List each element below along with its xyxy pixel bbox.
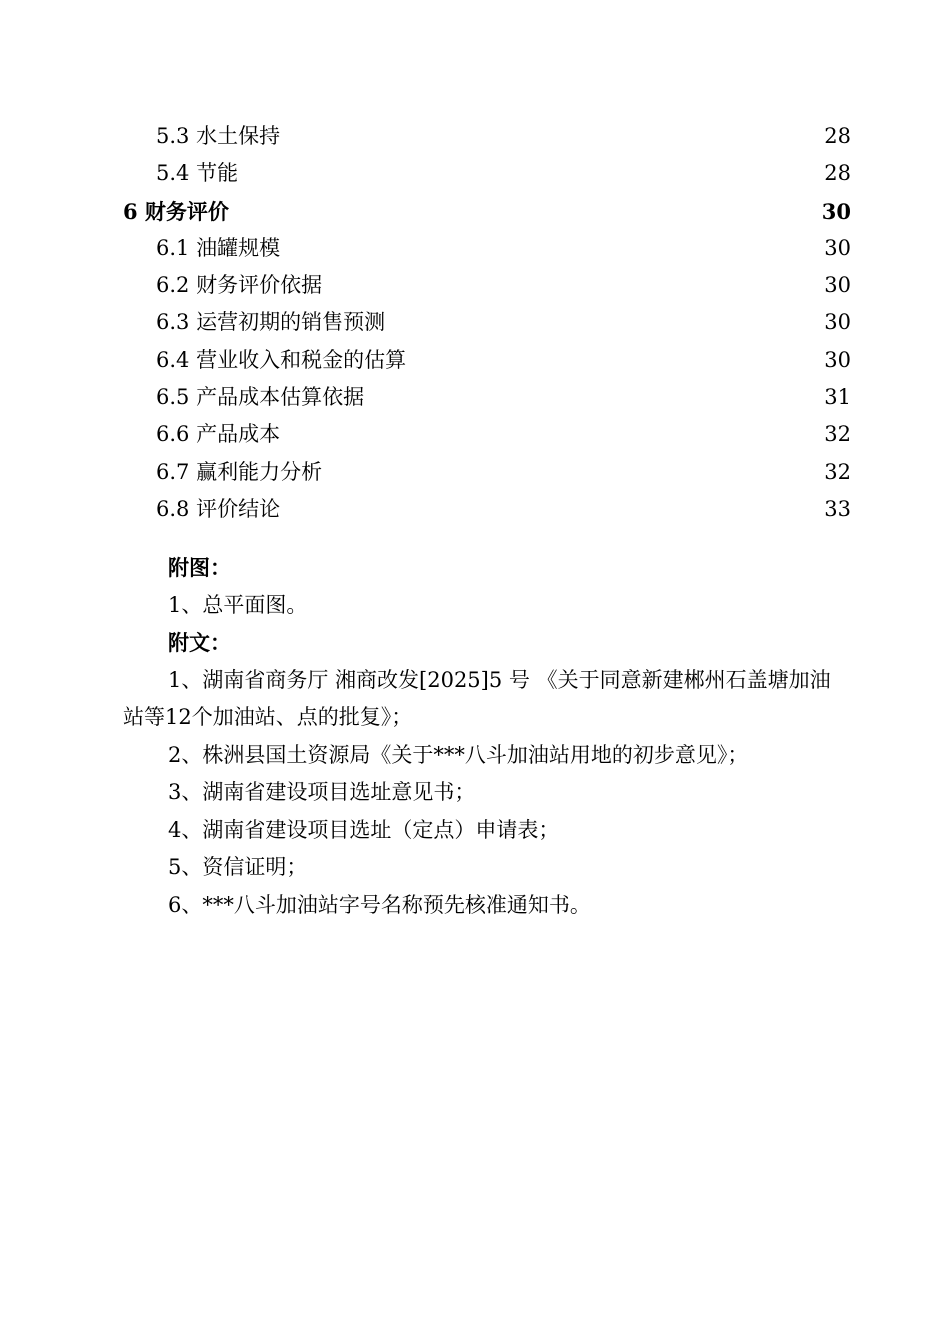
- attached-figure-item: 1、总平面图。: [168, 592, 308, 617]
- attached-document-item: 4、湖南省建设项目选址（定点）申请表；: [168, 817, 560, 842]
- toc-entry-page: 30: [824, 347, 851, 372]
- toc-entry-page: 28: [824, 124, 851, 148]
- toc-entry-title: 5.4 节能: [156, 161, 239, 186]
- toc-entry[interactable]: [123, 491, 851, 528]
- toc-entry-title: 6.6 产品成本: [156, 422, 281, 447]
- toc-entry-title: 6.8 评价结论: [156, 496, 281, 521]
- table-of-contents: [123, 118, 851, 528]
- toc-entry-page: 30: [824, 235, 851, 260]
- toc-entry[interactable]: [123, 155, 851, 192]
- toc-entry[interactable]: [123, 267, 851, 304]
- toc-entry-title: 6.2 财务评价依据: [156, 273, 323, 298]
- toc-entry-title: 6.1 油罐规模: [156, 235, 281, 260]
- toc-entry[interactable]: [123, 454, 851, 491]
- toc-entry-page: 30: [824, 273, 851, 298]
- attached-document-item: 6、***八斗加油站字号名称预先核准通知书。: [168, 892, 591, 917]
- toc-entry-page: 32: [824, 459, 851, 484]
- attached-documents-heading: 附文：: [168, 630, 231, 655]
- toc-entry-page: 32: [824, 422, 851, 447]
- toc-chapter-entry[interactable]: [123, 193, 851, 230]
- toc-entry-title: 6.5 产品成本估算依据: [156, 385, 365, 410]
- toc-entry-page: 28: [824, 161, 851, 186]
- attached-document-item: 3、湖南省建设项目选址意见书；: [168, 780, 476, 804]
- toc-entry-page: 33: [824, 496, 851, 521]
- toc-entry-title: 6.7 赢利能力分析: [156, 459, 323, 484]
- toc-entry-page: 30: [821, 198, 851, 224]
- toc-entry[interactable]: [123, 230, 851, 267]
- toc-entry-title: 6.4 营业收入和税金的估算: [156, 347, 407, 372]
- attached-figures-heading: 附图：: [168, 555, 231, 580]
- toc-entry-page: 30: [824, 310, 851, 335]
- toc-entry[interactable]: [123, 342, 851, 379]
- toc-entry-title: 6 财务评价: [123, 198, 229, 224]
- toc-entry-title: 6.3 运营初期的销售预测: [156, 310, 386, 335]
- attached-document-item: 2、株洲县国土资源局《关于***八斗加油站用地的初步意见》；: [168, 742, 749, 767]
- toc-entry[interactable]: [123, 118, 851, 155]
- toc-entry-title: 5.3 水土保持: [156, 124, 281, 148]
- attached-document-item: 5、资信证明；: [168, 855, 308, 879]
- toc-entry[interactable]: [123, 416, 851, 453]
- attached-document-item: 1、湖南省商务厅 湘商改发[2025]5 号 《关于同意新建郴州石盖塘加油站等12个加油站、点的批复》；: [123, 667, 831, 729]
- toc-entry[interactable]: [123, 379, 851, 416]
- toc-entry-page: 31: [824, 385, 851, 410]
- toc-entry[interactable]: [123, 304, 851, 341]
- appendix-section: [123, 549, 851, 924]
